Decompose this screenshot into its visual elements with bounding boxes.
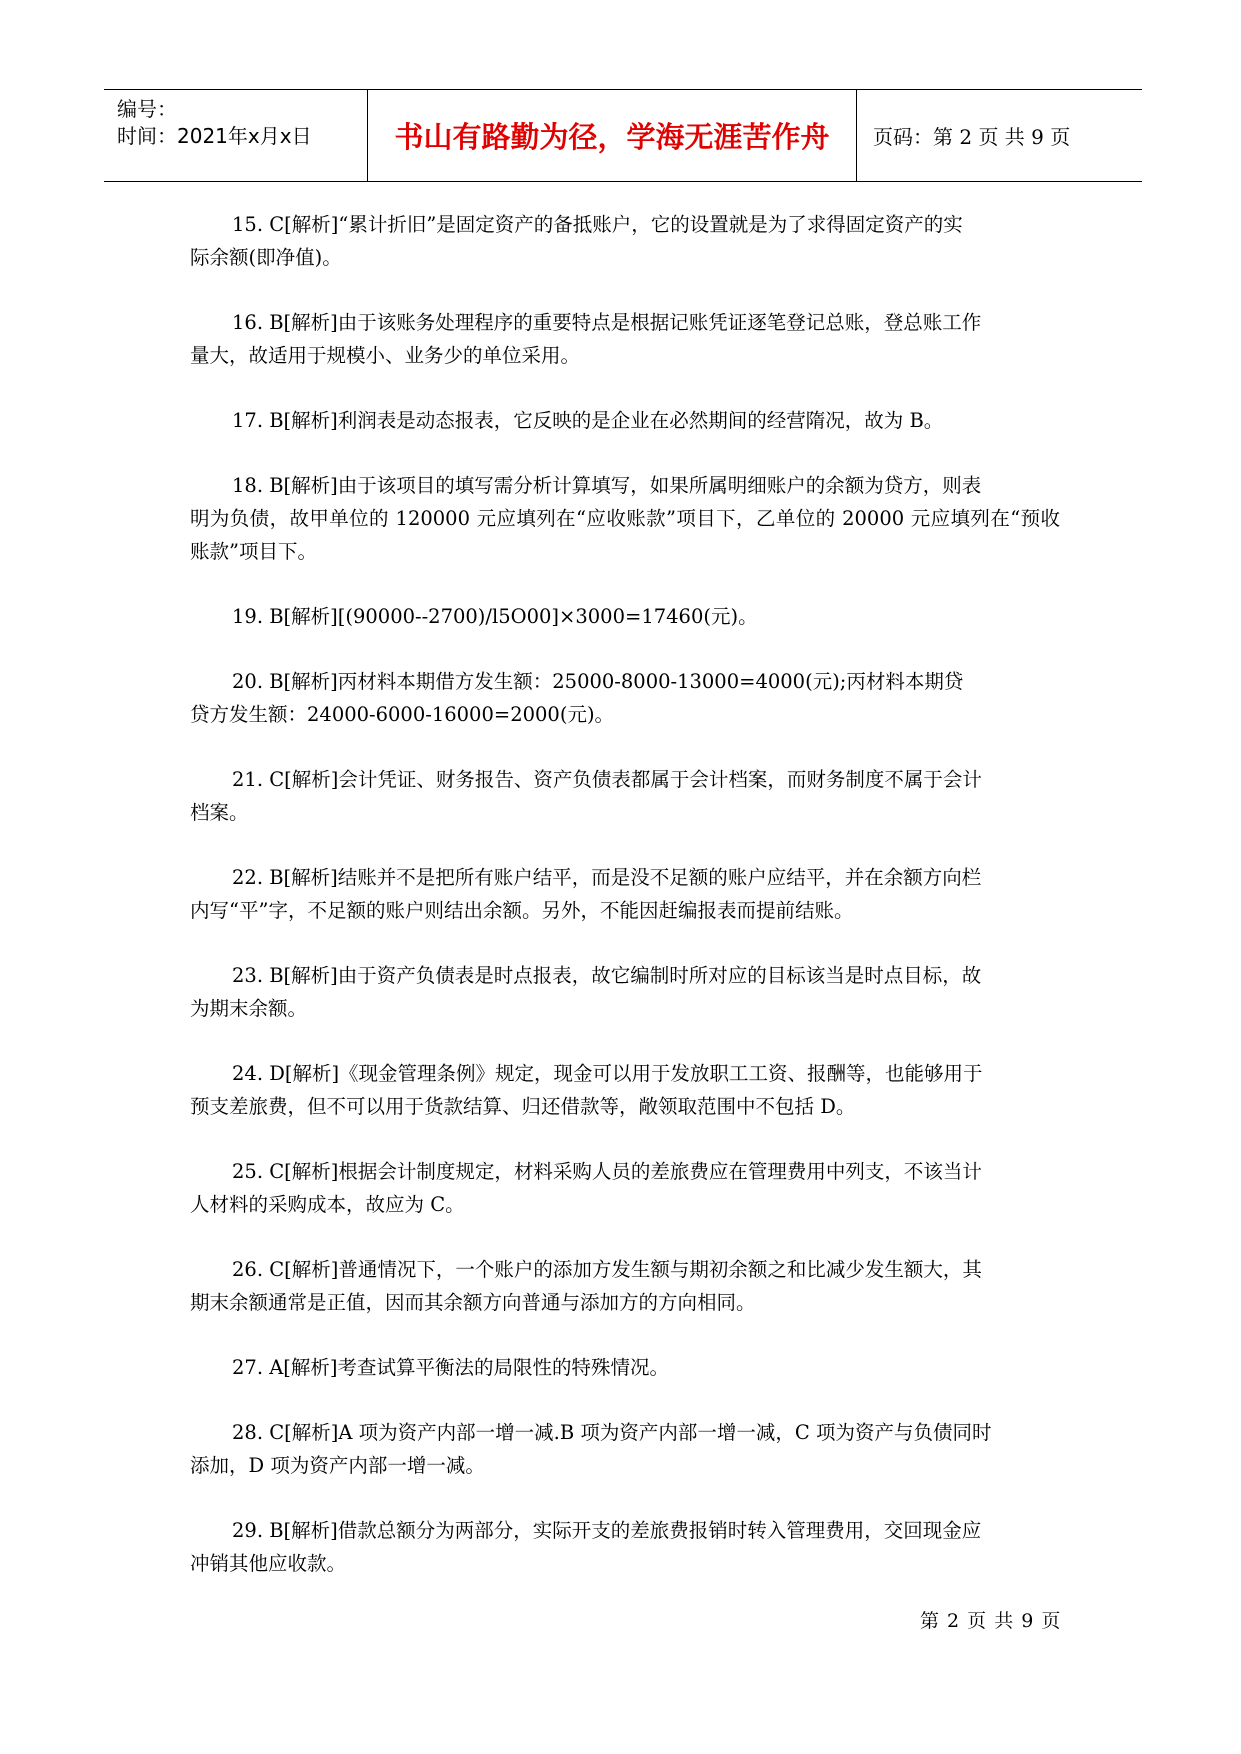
answer-line: 添加，D 项为资产内部一增一减。 <box>190 1454 485 1477</box>
answer-paragraph-15 <box>190 208 1060 274</box>
answer-line: 29. B[解析]借款总额分为两部分，实际开支的差旅费报销时转入管理费用，交回现金应 <box>232 1519 982 1542</box>
footer-page-number: 第 2 页 共 9 页 <box>920 1610 1062 1632</box>
answer-paragraph-16 <box>190 306 1060 372</box>
answer-line: 21. C[解析]会计凭证、财务报告、资产负债表都属于会计档案，而财务制度不属于会计 <box>232 768 982 791</box>
answer-line: 23. B[解析]由于资产负债表是时点报表，故它编制时所对应的目标该当是时点目标，故 <box>232 964 982 987</box>
answer-line: 15. C[解析]“累计折旧”是固定资产的备抵账户，它的设置就是为了求得固定资产的实 <box>232 213 963 236</box>
answer-line: 26. C[解析]普通情况下，一个账户的添加方发生额与期初余额之和比减少发生额大，其 <box>232 1258 982 1281</box>
page-header <box>104 89 1142 182</box>
time-label: 时间：2021年x月x日 <box>117 124 312 148</box>
number-label: 编号： <box>117 97 177 121</box>
answer-line: 28. C[解析]A 项为资产内部一增一减.B 项为资产内部一增一减，C 项为资产与负债同时 <box>232 1421 992 1444</box>
answer-paragraph-20 <box>190 665 1060 731</box>
answer-line: 24. D[解析]《现金管理条例》规定，现金可以用于发放职工工资、报酬等，也能够用于 <box>232 1062 983 1085</box>
answer-line: 18. B[解析]由于该项目的填写需分析计算填写，如果所属明细账户的余额为贷方，则表 <box>232 474 982 497</box>
answer-line: 际余额(即净值)。 <box>190 246 342 269</box>
answer-line: 16. B[解析]由于该账务处理程序的重要特点是根据记账凭证逐笔登记总账，登总账工作 <box>232 311 982 334</box>
header-meta <box>104 90 368 181</box>
answer-paragraph-17 <box>190 404 1060 437</box>
answer-line: 量大，故适用于规模小、业务少的单位采用。 <box>190 344 581 367</box>
answer-paragraph-22 <box>190 861 1060 927</box>
answer-line: 17. B[解析]利润表是动态报表，它反映的是企业在必然期间的经营隋况，故为 B。 <box>232 409 944 432</box>
answer-paragraph-26 <box>190 1253 1060 1319</box>
answer-paragraph-21 <box>190 763 1060 829</box>
answer-line: 明为负债，故甲单位的 120000 元应填列在“应收账款”项目下，乙单位的 20000 元应填列在“预收账款”项目下。 <box>190 507 1060 563</box>
answer-paragraph-24 <box>190 1057 1060 1123</box>
header-page-number: 页码：第 2 页 共 9 页 <box>873 125 1071 149</box>
answer-paragraph-29 <box>190 1514 1060 1580</box>
answer-paragraph-19 <box>190 600 1060 633</box>
answer-line: 20. B[解析]丙材料本期借方发生额：25000-8000-13000=4000(元);丙材料本期贷 <box>232 670 964 693</box>
answer-line: 预支差旅费，但不可以用于货款结算、归还借款等，敞领取范围中不包括 D。 <box>190 1095 856 1118</box>
answer-line: 冲销其他应收款。 <box>190 1552 347 1575</box>
answer-paragraph-27 <box>190 1351 1060 1384</box>
answer-paragraph-28 <box>190 1416 1060 1482</box>
header-motto: 书山有路勤为径，学海无涯苦作舟 <box>368 90 857 181</box>
answer-line: 人材料的采购成本，故应为 C。 <box>190 1193 465 1216</box>
answer-paragraph-25 <box>190 1155 1060 1221</box>
answer-paragraph-18 <box>190 469 1060 568</box>
answer-line: 22. B[解析]结账并不是把所有账户结平，而是没不足额的账户应结平，并在余额方向栏 <box>232 866 982 889</box>
answer-line: 档案。 <box>190 801 249 824</box>
answer-line: 贷方发生额：24000-6000-16000=2000(元)。 <box>190 703 615 726</box>
answer-line: 为期末余额。 <box>190 997 308 1020</box>
answer-line: 25. C[解析]根据会计制度规定，材料采购人员的差旅费应在管理费用中列支，不该当计 <box>232 1160 982 1183</box>
answer-line: 内写“平”字，不足额的账户则结出余额。另外，不能因赶编报表而提前结账。 <box>190 899 854 922</box>
answer-line: 27. A[解析]考查试算平衡法的局限性的特殊情况。 <box>232 1356 670 1379</box>
answer-line: 期末余额通常是正值，因而其余额方向普通与添加方的方向相同。 <box>190 1291 756 1314</box>
answer-list <box>190 208 1060 1612</box>
answer-paragraph-23 <box>190 959 1060 1025</box>
answer-line: 19. B[解析][(90000--2700)/l5O00]×3000=17460(元)。 <box>232 605 758 628</box>
